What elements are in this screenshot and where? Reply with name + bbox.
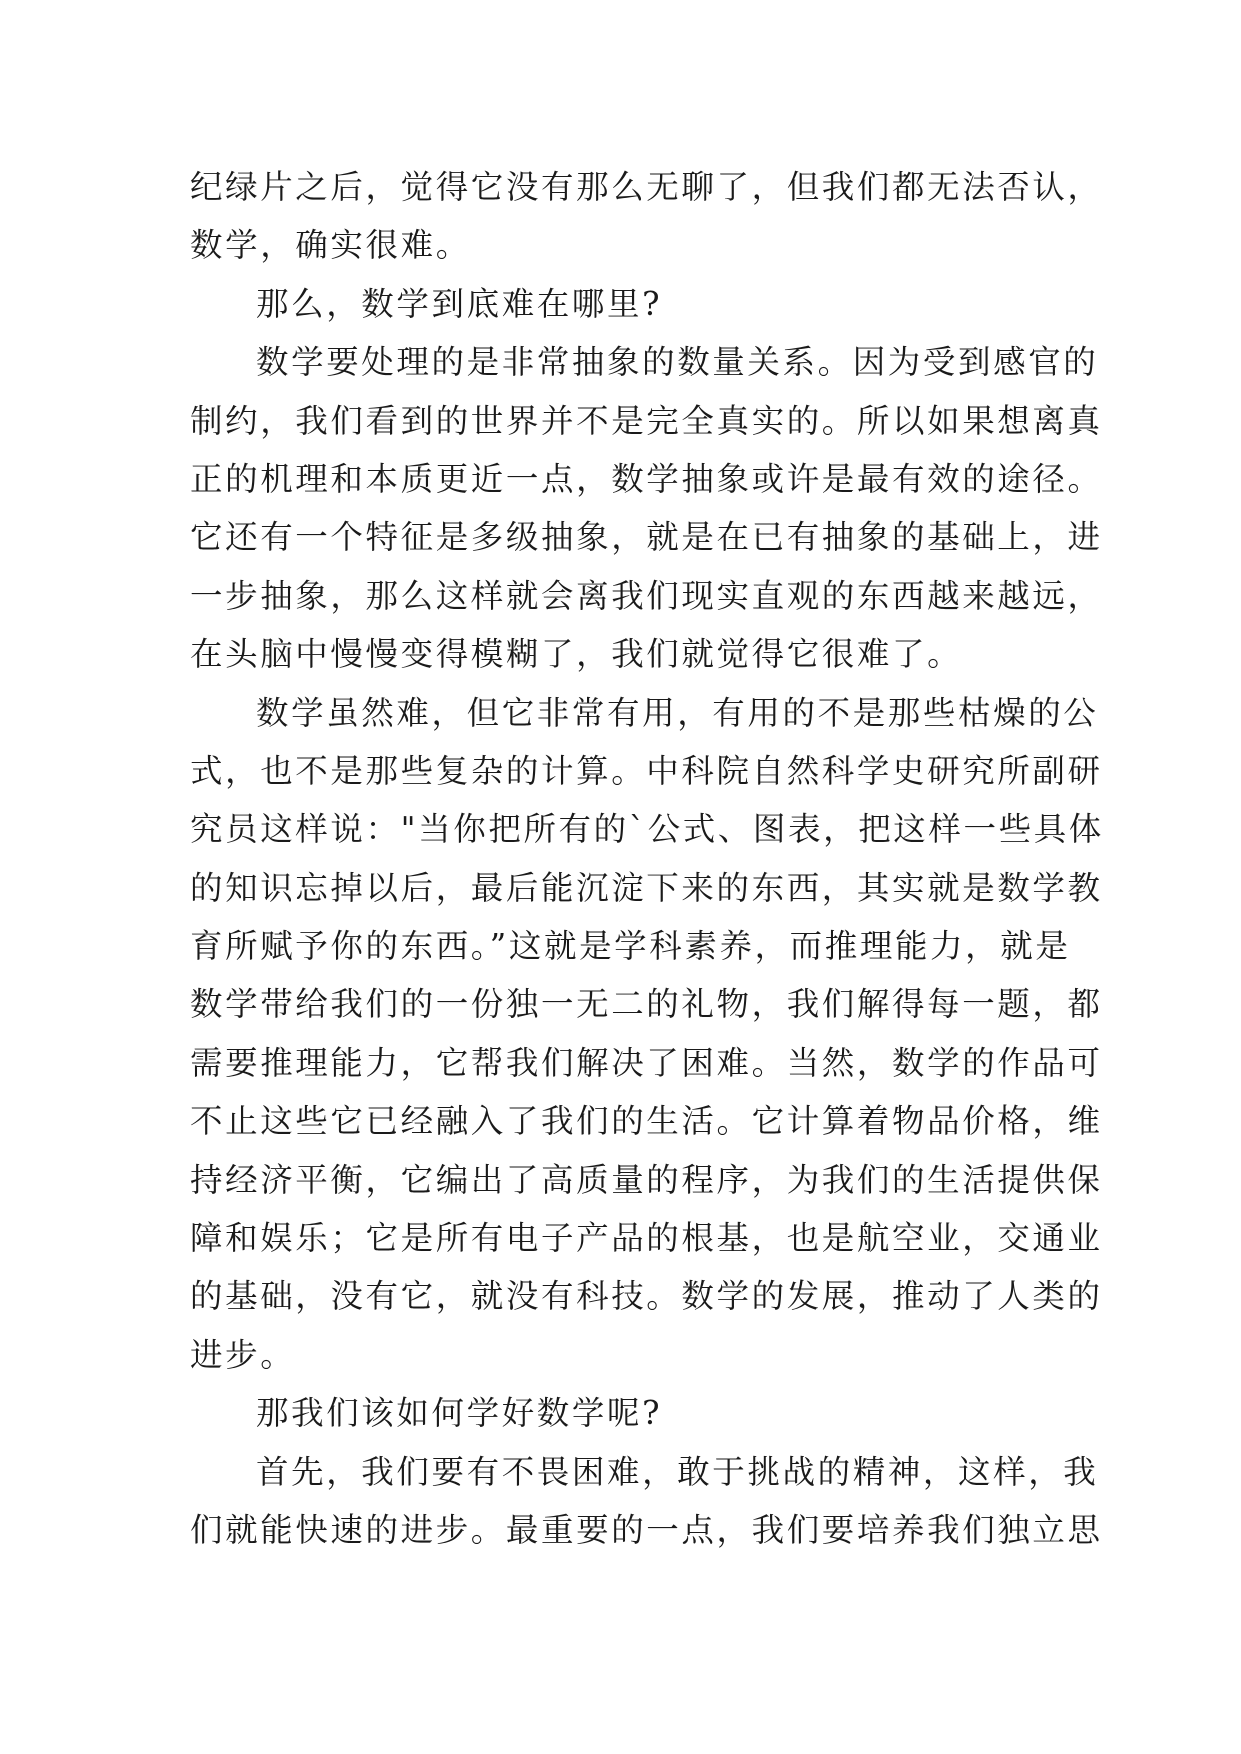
text-line: 的基础，没有它，就没有科技。数学的发展，推动了人类的: [190, 1277, 1103, 1316]
text-line: 不止这些它已经融入了我们的生活。它计算着物品价格，维: [190, 1102, 1103, 1141]
text-line: 障和娱乐；它是所有电子产品的根基，也是航空业，交通业: [190, 1219, 1103, 1258]
text-line: 需要推理能力，它帮我们解决了困难。当然，数学的作品可: [190, 1043, 1103, 1082]
text-line: 数学要处理的是非常抽象的数量关系。因为受到感官的: [256, 343, 1099, 382]
text-line: 在头脑中慢慢变得模糊了，我们就觉得它很难了。: [190, 635, 963, 674]
text-line: 制约，我们看到的世界并不是完全真实的。所以如果想离真: [190, 401, 1103, 440]
text-line: 育所赋予你的东西。”这就是学科素养，而推理能力，就是: [190, 927, 1071, 966]
text-line: 数学，确实很难。: [190, 226, 471, 265]
text-line: 那我们该如何学好数学呢?: [256, 1394, 663, 1433]
text-line: 的知识忘掉以后，最后能沉淀下来的东西，其实就是数学教: [190, 868, 1103, 907]
text-line: 进步。: [190, 1335, 296, 1374]
text-line: 一步抽象，那么这样就会离我们现实直观的东西越来越远，: [190, 576, 1103, 615]
text-line: 数学虽然难，但它非常有用，有用的不是那些枯燥的公: [256, 693, 1099, 732]
text-line: 那么，数学到底难在哪里?: [256, 284, 663, 323]
text-line: 式，也不是那些复杂的计算。中科院自然科学史研究所副研: [190, 751, 1103, 790]
text-line: 首先，我们要有不畏困难，敢于挑战的精神，这样，我: [256, 1452, 1099, 1491]
text-line: 纪绿片之后，觉得它没有那么无聊了，但我们都无法否认，: [190, 168, 1103, 206]
text-line: 持经济平衡，它编出了高质量的程序，为我们的生活提供保: [190, 1160, 1103, 1199]
text-line: 正的机理和本质更近一点，数学抽象或许是最有效的途径。: [190, 459, 1103, 498]
text-line: 们就能快速的进步。最重要的一点，我们要培养我们独立思: [190, 1510, 1103, 1549]
text-line: 数学带给我们的一份独一无二的礼物，我们解得每一题，都: [190, 985, 1103, 1024]
text-line: 它还有一个特征是多级抽象，就是在已有抽象的基础上，进: [190, 518, 1103, 557]
text-line: 究员这样说："当你把所有的`公式、图表，把这样一些具体: [190, 810, 1104, 849]
body-text: [190, 158, 1104, 1559]
